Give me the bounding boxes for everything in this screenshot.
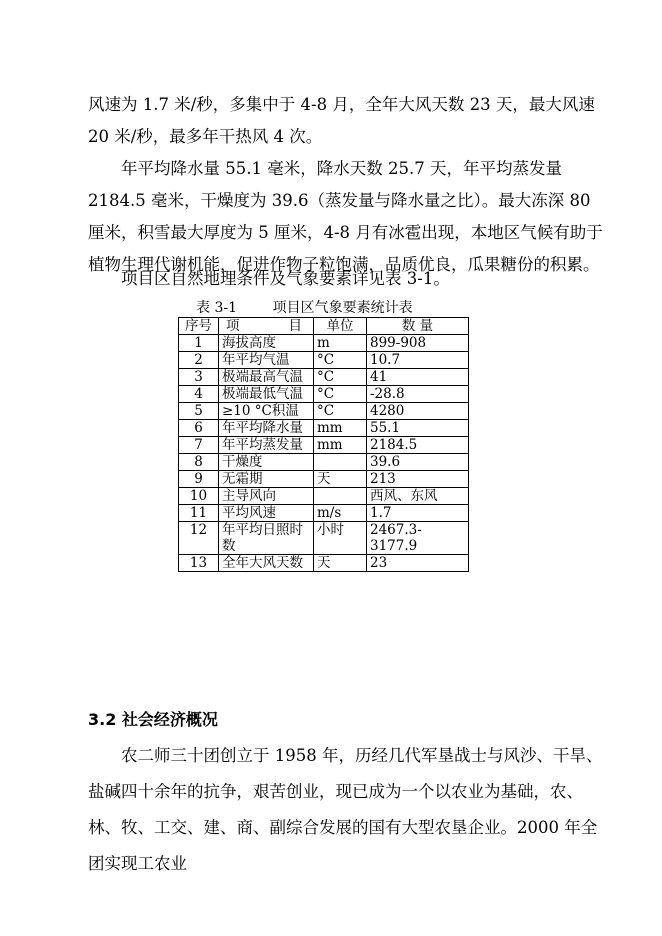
- cell-value: 10.7: [367, 352, 469, 369]
- cell-unit: m/s: [314, 505, 367, 522]
- cell-no: 4: [179, 386, 219, 403]
- cell-value: 39.6: [367, 454, 469, 471]
- cell-unit: 天: [314, 471, 367, 488]
- cell-value: 41: [367, 369, 469, 386]
- table-row: [179, 420, 469, 437]
- cell-unit: °C: [314, 369, 367, 386]
- cell-no: 6: [179, 420, 219, 437]
- cell-value: 1.7: [367, 505, 469, 522]
- header-item-a: 项: [226, 318, 240, 334]
- cell-item: 干燥度: [219, 454, 314, 471]
- cell-value: -28.8: [367, 386, 469, 403]
- cell-value: 213: [367, 471, 469, 488]
- cell-value: 2467.3-3177.9: [367, 522, 469, 555]
- cell-value: 2184.5: [367, 437, 469, 454]
- table-row: [179, 454, 469, 471]
- cell-unit: °C: [314, 352, 367, 369]
- header-item-b: 目: [288, 318, 302, 334]
- table-row: [179, 505, 469, 522]
- table-row: [179, 555, 469, 572]
- section-title: 3.2 社会经济概况: [88, 710, 218, 729]
- cell-no: 2: [179, 352, 219, 369]
- cell-item: 主导风向: [219, 488, 314, 505]
- paragraph-socioeconomic: 农二师三十团创立于 1958 年，历经几代军垦战士与风沙、干旱、盐碱四十余年的抗争，艰苦创业，现已成为一个以农业为基础，农、林、牧、工交、建、商、副综合发展的国有大型农垦企业。2000 年全团实现工农业: [88, 746, 603, 873]
- cell-item: ≥10 °C积温: [219, 403, 314, 420]
- weather-table: [178, 317, 469, 572]
- cell-unit: °C: [314, 386, 367, 403]
- cell-no: 9: [179, 471, 219, 488]
- table-row: [179, 403, 469, 420]
- cell-value: 23: [367, 555, 469, 572]
- cell-unit: 小时: [314, 522, 367, 555]
- cell-unit: m: [314, 335, 367, 352]
- cell-item: 极端最高气温: [219, 369, 314, 386]
- table-row: [179, 386, 469, 403]
- cell-item: 年平均日照时数: [219, 522, 314, 555]
- cell-value: 899-908: [367, 335, 469, 352]
- header-unit: 单位: [314, 318, 367, 335]
- cell-unit: [314, 454, 367, 471]
- paragraph-precipitation: 年平均降水量 55.1 毫米，降水天数 25.7 天，年平均蒸发量 2184.5 毫米，干燥度为 39.6（蒸发量与降水量之比）。最大冻深 80 厘米，积雪最大厚度为 5 厘米，4-8 月有冰雹出现，本地区气候有助于植物生理代谢机能，促进作物子粒饱满，品质优良，瓜果糖份的积累。: [88, 159, 603, 274]
- cell-unit: [314, 488, 367, 505]
- cell-unit: 天: [314, 555, 367, 572]
- cell-item: 年平均气温: [219, 352, 314, 369]
- cell-no: 10: [179, 488, 219, 505]
- cell-item: 极端最低气温: [219, 386, 314, 403]
- header-item: [219, 318, 314, 335]
- table-row: [179, 437, 469, 454]
- table-row: [179, 369, 469, 386]
- paragraph-wind: 风速为 1.7 米/秒，多集中于 4-8 月，全年大风天数 23 天，最大风速 20 米/秒，最多年干热风 4 次。: [88, 95, 595, 146]
- cell-unit: °C: [314, 403, 367, 420]
- cell-value: 4280: [367, 403, 469, 420]
- table-body: [179, 335, 469, 572]
- cell-no: 7: [179, 437, 219, 454]
- header-value: 数 量: [367, 318, 469, 335]
- cell-value: 55.1: [367, 420, 469, 437]
- cell-value: 西风、东风: [367, 488, 469, 505]
- cell-item: 海拔高度: [219, 335, 314, 352]
- cell-item: 平均风速: [219, 505, 314, 522]
- cell-no: 5: [179, 403, 219, 420]
- cell-no: 12: [179, 522, 219, 555]
- cell-no: 3: [179, 369, 219, 386]
- table-header-row: [179, 318, 469, 335]
- cell-item: 无霜期: [219, 471, 314, 488]
- cell-no: 11: [179, 505, 219, 522]
- header-no: 序号: [179, 318, 219, 335]
- cell-item: 年平均蒸发量: [219, 437, 314, 454]
- table-row: [179, 335, 469, 352]
- table-caption: 表 3-1 项目区气象要素统计表: [196, 300, 413, 316]
- cell-no: 8: [179, 454, 219, 471]
- cell-no: 13: [179, 555, 219, 572]
- table-row: [179, 488, 469, 505]
- cell-unit: mm: [314, 420, 367, 437]
- cell-no: 1: [179, 335, 219, 352]
- cell-item: 全年大风天数: [219, 555, 314, 572]
- table-row: [179, 522, 469, 555]
- table-row: [179, 352, 469, 369]
- table-row: [179, 471, 469, 488]
- cell-item: 年平均降水量: [219, 420, 314, 437]
- cell-unit: mm: [314, 437, 367, 454]
- paragraph-table-reference: 项目区自然地理条件及气象要素详见表 3-1。: [121, 269, 450, 288]
